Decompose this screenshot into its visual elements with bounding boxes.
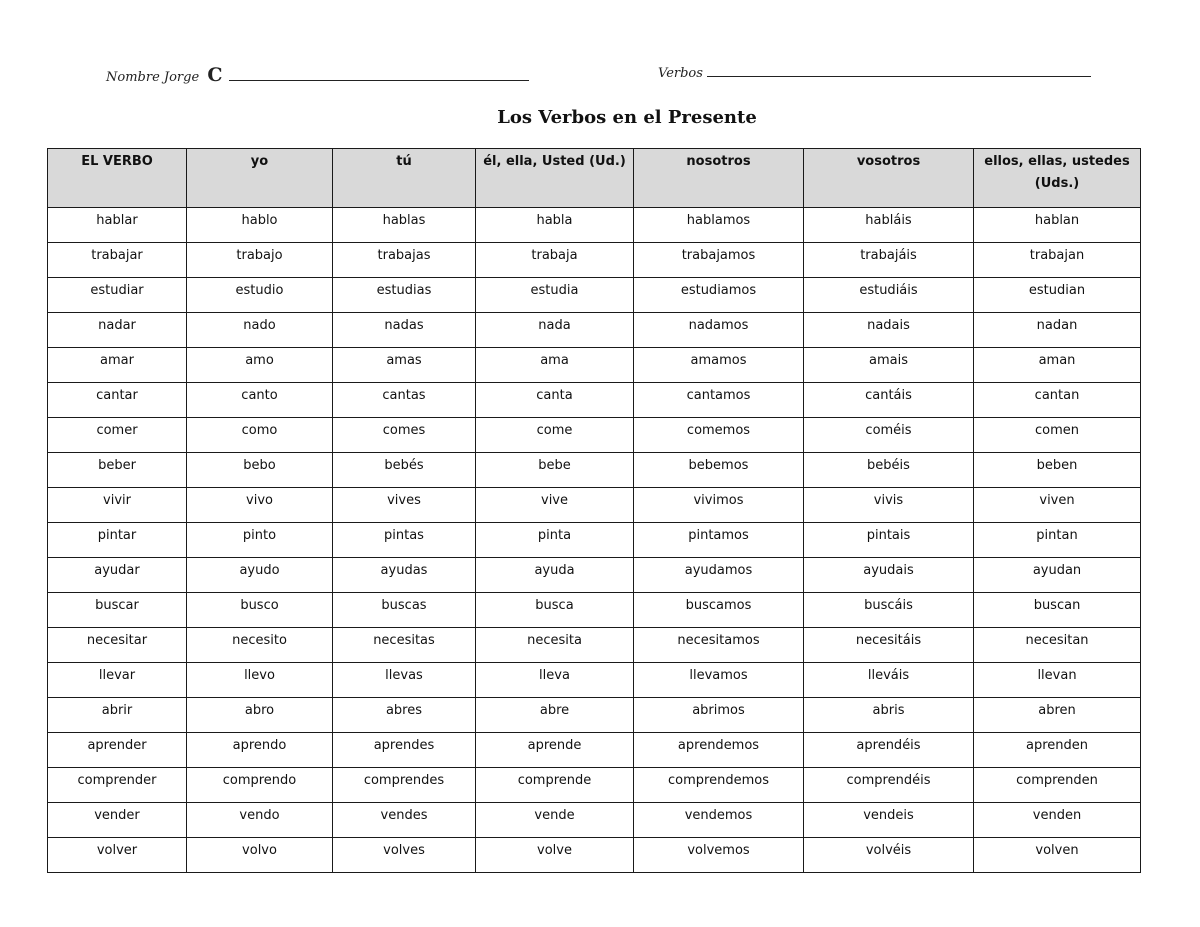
tu-cell: pintas — [333, 523, 476, 558]
tu-cell: necesitas — [333, 628, 476, 663]
verb-cell: volver — [48, 838, 187, 873]
ellos-cell: aprenden — [974, 733, 1141, 768]
name-label: Nombre Jorge — [106, 70, 200, 85]
vosotros-cell: nadais — [804, 313, 974, 348]
column-header-verb: EL VERBO — [48, 149, 187, 208]
el-cell: trabaja — [476, 243, 634, 278]
vosotros-cell: pintais — [804, 523, 974, 558]
ellos-cell: abren — [974, 698, 1141, 733]
nosotros-cell: comemos — [634, 418, 804, 453]
tu-cell: ayudas — [333, 558, 476, 593]
yo-cell: estudio — [187, 278, 333, 313]
yo-cell: ayudo — [187, 558, 333, 593]
vosotros-cell: cantáis — [804, 383, 974, 418]
verb-cell: pintar — [48, 523, 187, 558]
el-cell: vive — [476, 488, 634, 523]
ellos-cell: beben — [974, 453, 1141, 488]
verb-cell: hablar — [48, 208, 187, 243]
nosotros-cell: trabajamos — [634, 243, 804, 278]
vosotros-cell: vivis — [804, 488, 974, 523]
yo-cell: vendo — [187, 803, 333, 838]
ellos-cell: ayudan — [974, 558, 1141, 593]
verb-cell: amar — [48, 348, 187, 383]
tu-cell: hablas — [333, 208, 476, 243]
table-row — [48, 313, 1141, 348]
ellos-cell: trabajan — [974, 243, 1141, 278]
nosotros-cell: hablamos — [634, 208, 804, 243]
yo-cell: vivo — [187, 488, 333, 523]
yo-cell: trabajo — [187, 243, 333, 278]
ellos-cell: llevan — [974, 663, 1141, 698]
ellos-cell: venden — [974, 803, 1141, 838]
vosotros-cell: lleváis — [804, 663, 974, 698]
tu-cell: aprendes — [333, 733, 476, 768]
vosotros-cell: ayudais — [804, 558, 974, 593]
tu-cell: volves — [333, 838, 476, 873]
vosotros-cell: coméis — [804, 418, 974, 453]
ellos-cell: comen — [974, 418, 1141, 453]
conjugation-table — [47, 148, 1141, 873]
ellos-cell: buscan — [974, 593, 1141, 628]
verb-cell: trabajar — [48, 243, 187, 278]
nosotros-cell: comprendemos — [634, 768, 804, 803]
table-row — [48, 208, 1141, 243]
table-row — [48, 523, 1141, 558]
el-cell: pinta — [476, 523, 634, 558]
ellos-cell: pintan — [974, 523, 1141, 558]
yo-cell: abro — [187, 698, 333, 733]
nosotros-cell: buscamos — [634, 593, 804, 628]
verb-cell: ayudar — [48, 558, 187, 593]
vosotros-cell: necesitáis — [804, 628, 974, 663]
tu-cell: vendes — [333, 803, 476, 838]
el-cell: necesita — [476, 628, 634, 663]
nosotros-cell: nadamos — [634, 313, 804, 348]
tu-cell: llevas — [333, 663, 476, 698]
tu-cell: comprendes — [333, 768, 476, 803]
tu-cell: vives — [333, 488, 476, 523]
vosotros-cell: amais — [804, 348, 974, 383]
tu-cell: buscas — [333, 593, 476, 628]
nosotros-cell: cantamos — [634, 383, 804, 418]
table-body — [48, 208, 1141, 873]
verb-cell: vivir — [48, 488, 187, 523]
el-cell: estudia — [476, 278, 634, 313]
table-row — [48, 628, 1141, 663]
tu-cell: trabajas — [333, 243, 476, 278]
header-row — [48, 149, 1141, 208]
vosotros-cell: habláis — [804, 208, 974, 243]
verb-cell: cantar — [48, 383, 187, 418]
verb-cell: aprender — [48, 733, 187, 768]
vosotros-cell: bebéis — [804, 453, 974, 488]
table-row — [48, 593, 1141, 628]
yo-cell: llevo — [187, 663, 333, 698]
verb-cell: comer — [48, 418, 187, 453]
ellos-cell: necesitan — [974, 628, 1141, 663]
vosotros-cell: estudiáis — [804, 278, 974, 313]
vosotros-cell: comprendéis — [804, 768, 974, 803]
verb-cell: beber — [48, 453, 187, 488]
el-cell: busca — [476, 593, 634, 628]
yo-cell: canto — [187, 383, 333, 418]
el-cell: volve — [476, 838, 634, 873]
tu-cell: estudias — [333, 278, 476, 313]
ellos-cell: hablan — [974, 208, 1141, 243]
vosotros-cell: buscáis — [804, 593, 974, 628]
verb-cell: nadar — [48, 313, 187, 348]
nosotros-cell: amamos — [634, 348, 804, 383]
nosotros-cell: llevamos — [634, 663, 804, 698]
el-cell: bebe — [476, 453, 634, 488]
column-header-ellos-ellas-ustedes: ellos, ellas, ustedes (Uds.) — [974, 149, 1141, 208]
yo-cell: aprendo — [187, 733, 333, 768]
el-cell: lleva — [476, 663, 634, 698]
table-row — [48, 348, 1141, 383]
table-row — [48, 488, 1141, 523]
page-title: Los Verbos en el Presente — [497, 107, 757, 128]
nosotros-cell: vendemos — [634, 803, 804, 838]
el-cell: comprende — [476, 768, 634, 803]
nosotros-cell: abrimos — [634, 698, 804, 733]
yo-cell: volvo — [187, 838, 333, 873]
verbs-field — [658, 64, 1091, 81]
el-cell: ama — [476, 348, 634, 383]
ellos-cell: comprenden — [974, 768, 1141, 803]
vosotros-cell: vendeis — [804, 803, 974, 838]
tu-cell: cantas — [333, 383, 476, 418]
verb-cell: vender — [48, 803, 187, 838]
yo-cell: pinto — [187, 523, 333, 558]
verb-cell: estudiar — [48, 278, 187, 313]
table-row — [48, 768, 1141, 803]
nosotros-cell: estudiamos — [634, 278, 804, 313]
vosotros-cell: trabajáis — [804, 243, 974, 278]
ellos-cell: nadan — [974, 313, 1141, 348]
tu-cell: comes — [333, 418, 476, 453]
table-row — [48, 838, 1141, 873]
el-cell: aprende — [476, 733, 634, 768]
el-cell: nada — [476, 313, 634, 348]
column-header-vosotros: vosotros — [804, 149, 974, 208]
vosotros-cell: aprendéis — [804, 733, 974, 768]
table-row — [48, 383, 1141, 418]
yo-cell: como — [187, 418, 333, 453]
el-cell: ayuda — [476, 558, 634, 593]
tu-cell: amas — [333, 348, 476, 383]
vosotros-cell: abris — [804, 698, 974, 733]
table-row — [48, 663, 1141, 698]
table-row — [48, 278, 1141, 313]
ellos-cell: estudian — [974, 278, 1141, 313]
verb-cell: abrir — [48, 698, 187, 733]
table-row — [48, 558, 1141, 593]
nosotros-cell: vivimos — [634, 488, 804, 523]
yo-cell: hablo — [187, 208, 333, 243]
el-cell: come — [476, 418, 634, 453]
el-cell: vende — [476, 803, 634, 838]
column-header-yo: yo — [187, 149, 333, 208]
verbs-label: Verbos — [658, 66, 703, 81]
yo-cell: necesito — [187, 628, 333, 663]
ellos-cell: cantan — [974, 383, 1141, 418]
verb-cell: comprender — [48, 768, 187, 803]
tu-cell: bebés — [333, 453, 476, 488]
tu-cell: abres — [333, 698, 476, 733]
ellos-cell: volven — [974, 838, 1141, 873]
nosotros-cell: volvemos — [634, 838, 804, 873]
verb-cell: llevar — [48, 663, 187, 698]
table-row — [48, 698, 1141, 733]
tu-cell: nadas — [333, 313, 476, 348]
yo-cell: bebo — [187, 453, 333, 488]
ellos-cell: aman — [974, 348, 1141, 383]
table-row — [48, 733, 1141, 768]
table-row — [48, 453, 1141, 488]
table-row — [48, 803, 1141, 838]
ellos-cell: viven — [974, 488, 1141, 523]
el-cell: habla — [476, 208, 634, 243]
yo-cell: nado — [187, 313, 333, 348]
verb-cell: necesitar — [48, 628, 187, 663]
el-cell: canta — [476, 383, 634, 418]
nosotros-cell: pintamos — [634, 523, 804, 558]
nosotros-cell: bebemos — [634, 453, 804, 488]
nosotros-cell: aprendemos — [634, 733, 804, 768]
yo-cell: busco — [187, 593, 333, 628]
el-cell: abre — [476, 698, 634, 733]
table-row — [48, 243, 1141, 278]
yo-cell: comprendo — [187, 768, 333, 803]
name-field — [106, 64, 529, 86]
table-row — [48, 418, 1141, 453]
nosotros-cell: ayudamos — [634, 558, 804, 593]
verbs-underline — [707, 64, 1091, 77]
column-header-nosotros: nosotros — [634, 149, 804, 208]
vosotros-cell: volvéis — [804, 838, 974, 873]
column-header-tu: tú — [333, 149, 476, 208]
yo-cell: amo — [187, 348, 333, 383]
name-handwritten: C — [207, 64, 223, 86]
verb-cell: buscar — [48, 593, 187, 628]
nosotros-cell: necesitamos — [634, 628, 804, 663]
name-underline — [229, 68, 529, 81]
column-header-el-ella-usted: él, ella, Usted (Ud.) — [476, 149, 634, 208]
